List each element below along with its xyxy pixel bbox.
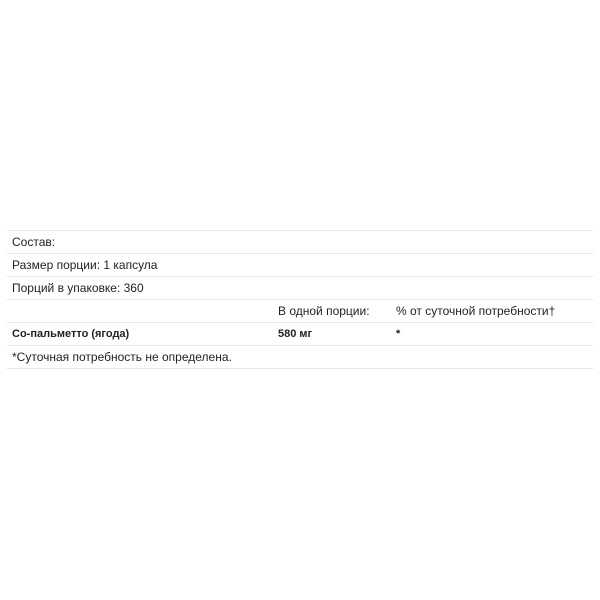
composition-row	[7, 231, 593, 254]
per-serving-header: В одной порции:	[273, 300, 391, 323]
header-spacer	[7, 300, 273, 323]
daily-value-header: % от суточной потребности†	[391, 300, 593, 323]
ingredient-daily-value: *	[391, 323, 593, 346]
servings-per-container-row	[7, 277, 593, 300]
ingredient-row	[7, 323, 593, 346]
serving-size-text: Размер порции: 1 капсула	[7, 254, 593, 277]
ingredient-amount: 580 мг	[273, 323, 391, 346]
serving-size-row	[7, 254, 593, 277]
supplement-facts-table	[7, 230, 593, 369]
footnote-text: *Суточная потребность не определена.	[7, 346, 593, 369]
ingredient-name: Со-пальметто (ягода)	[7, 323, 273, 346]
composition-label: Состав:	[7, 231, 593, 254]
column-header-row	[7, 300, 593, 323]
footnote-row	[7, 346, 593, 369]
servings-per-container-text: Порций в упаковке: 360	[7, 277, 593, 300]
